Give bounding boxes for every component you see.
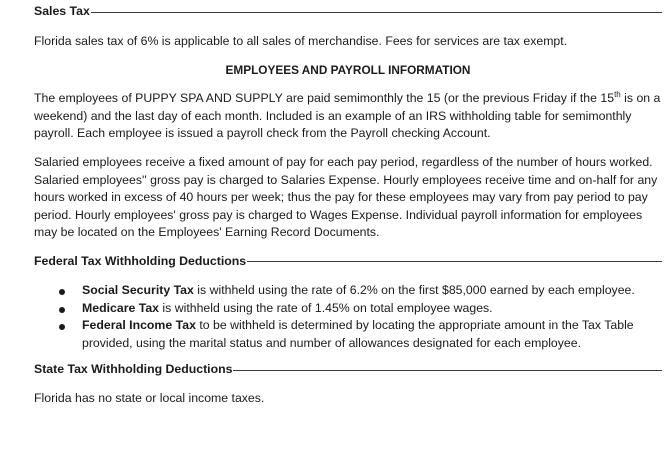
heading-rule — [91, 12, 662, 13]
state-heading-text: State Tax Withholding Deductions — [34, 362, 233, 377]
state-heading — [34, 361, 662, 378]
list-item-text: is withheld using the rate of 1.45% on total employee wages. — [159, 300, 493, 315]
bullet-icon — [59, 307, 65, 313]
list-item-term: Social Security Tax — [82, 282, 194, 297]
document-page — [34, 0, 662, 408]
employees-paragraph-1 — [34, 90, 662, 143]
list-item — [34, 282, 662, 300]
employees-paragraph-2: Salaried employees receive a fixed amount of pay for each pay period, regardless of the number of hours worked. Salaried employees'' gross pay is charged to Salaries Expense. Hourly employees receive time and on-half for any hours worked in excess of 40 hours per week; thus the pay for these employees may vary from pay period to pay period. Hourly employees' gross pay is charged to Wages Expense. Individual payroll information for employees may be located on the Employees' Earning Record Documents. — [34, 154, 658, 240]
list-item-term: Federal Income Tax — [82, 318, 196, 333]
employees-paragraph-1-a: The employees of PUPPY SPA AND SUPPLY are paid semimonthly the 15 (or the previous Friday if the 15 — [34, 91, 615, 106]
state-tax-text: Florida has no state or local income taxes. — [34, 391, 265, 406]
heading-rule — [233, 370, 662, 371]
superscript-th: th — [614, 90, 621, 100]
list-item — [34, 300, 662, 318]
employees-paragraph-1-b: is on a weekend) and the last day of each month. Included is an example of an IRS withholding table for semimonthly payroll. Each employee is issued a payroll check from the Payroll checking Account. — [34, 91, 661, 141]
bullet-icon — [59, 324, 65, 330]
federal-heading — [34, 253, 662, 270]
federal-heading-text: Federal Tax Withholding Deductions — [34, 253, 247, 268]
employees-title: EMPLOYEES AND PAYROLL INFORMATION — [225, 62, 471, 77]
list-item-text: to be withheld is determined by locating the appropriate amount in the Tax Table provided, using the marital status and number of allowances designated for each employee. — [82, 318, 634, 350]
sales-tax-heading-text: Sales Tax — [34, 3, 90, 18]
heading-rule — [247, 261, 662, 262]
sales-tax-text: Florida sales tax of 6% is applicable to all sales of merchandise. Fees for services are tax exempt. — [34, 34, 568, 48]
federal-deductions-list — [34, 282, 662, 352]
list-item — [34, 317, 662, 352]
sales-tax-heading — [34, 3, 662, 20]
list-item-text: is withheld using the rate of 6.2% on the first $85,000 earned by each employee. — [193, 282, 635, 297]
bullet-icon — [59, 289, 65, 295]
list-item-term: Medicare Tax — [82, 300, 160, 315]
